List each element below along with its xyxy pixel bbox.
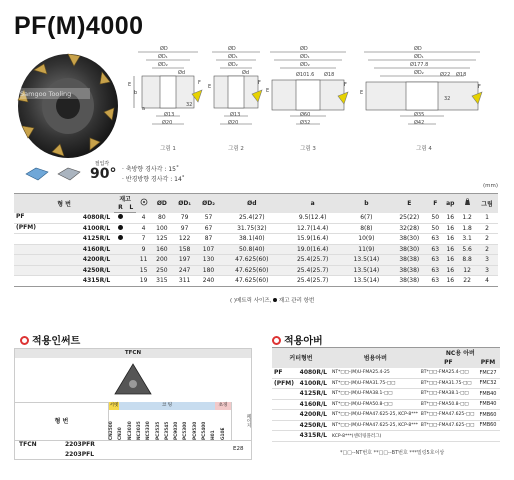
cell-z: 4 (136, 223, 151, 234)
header-d1: ØD₁ (173, 194, 197, 213)
cell-a: 25.4(25.7) (283, 255, 342, 266)
cell-e: 38(38) (391, 276, 429, 287)
cell-dd: 50.8(40) (220, 244, 283, 255)
header-model: 형 번 (14, 194, 114, 213)
cell-e: 38(30) (391, 234, 429, 245)
cell-stock-r (114, 213, 126, 224)
insert-thumb-2 (56, 166, 82, 182)
cell-stock-r (114, 276, 126, 287)
cell-b: 8(8) (342, 223, 390, 234)
grade-label: PC9530 (192, 421, 198, 440)
cell-dd: 47.625(60) (220, 255, 283, 266)
arbor-cell-pfm: FMB60 (476, 420, 500, 431)
cell-stock-r (114, 244, 126, 255)
cell-d: 315 (151, 276, 173, 287)
fig2-label-e: E (208, 84, 212, 90)
stock-dot-icon (273, 298, 277, 302)
page-header: 페이지 (231, 402, 251, 440)
cell-d1: 197 (173, 255, 197, 266)
insert-code-header: TFCN (15, 349, 251, 358)
fig3-label-e: E (266, 88, 270, 94)
arbor-cell-model: 4125R/L (272, 389, 330, 400)
arbor-footnote: *□□--NT번호 **□□--BT번호 ***밀링5호이상 (340, 450, 445, 456)
grade-columns (109, 410, 231, 440)
fig2-label-20: Ø20 (228, 120, 239, 126)
arbor-cell-pf: BT*□□-FMA50.8-□□ (421, 399, 476, 410)
arbor-cell-model: (PFM) 4100R/L (272, 378, 330, 389)
spec-row (14, 255, 498, 266)
cell-d: 80 (151, 213, 173, 224)
insert-model-header: 형 번 (15, 402, 109, 440)
arbor-cell-range: NT*□□-(M)U-FMA25.4-25 (330, 368, 421, 379)
header-fig: 그림 (476, 194, 498, 213)
cell-d: 160 (151, 244, 173, 255)
group-cermet: 서멧 (109, 403, 119, 408)
cell-fig: 1 (476, 213, 498, 224)
grade-label: NC3030 (127, 421, 133, 440)
cell-series: PF (14, 213, 55, 224)
cell-stock-l (127, 265, 136, 276)
cell-d2: 87 (197, 234, 221, 245)
cell-f: 63 (428, 255, 442, 266)
arbor-row (272, 389, 500, 400)
header-d2: ØD₂ (197, 194, 221, 213)
page-title: PF(M)4000 (14, 12, 144, 40)
cell-fig: 4 (476, 276, 498, 287)
cell-stock-l (127, 276, 136, 287)
fig4-label-18: Ø18 (456, 72, 467, 78)
cell-f: 50 (428, 213, 442, 224)
fig1-label-b: b (134, 90, 138, 96)
arbor-cell-model: 4200R/L (272, 410, 330, 421)
fig2-label-13: Ø13 (230, 112, 241, 118)
cell-stock-r (114, 223, 126, 234)
fig4-label-d2: ØD₂ (414, 70, 424, 76)
arbor-cell-model: PF 4080R/L (272, 368, 330, 379)
stock-dot-icon (118, 225, 123, 230)
arbor-cell-pf: BT*□□-FMA31.75-□□ (421, 378, 476, 389)
arbor-header-cutter: 커터형번 (272, 348, 330, 368)
cell-d2: 67 (197, 223, 221, 234)
figure-3-caption: 그림 3 (300, 146, 316, 152)
cell-w: 5.6 (458, 244, 476, 255)
cell-a: 25.4(25.7) (283, 276, 342, 287)
cell-d1: 311 (173, 276, 197, 287)
spec-row (14, 265, 498, 276)
cell-f: 63 (428, 244, 442, 255)
arbor-row (272, 368, 500, 379)
arbor-cell-model: 4160R/L (272, 399, 330, 410)
cell-z: 9 (136, 244, 151, 255)
spec-legend: ( )메트릭 사이즈, 재고 관리 항번 (230, 298, 315, 304)
cell-z: 11 (136, 255, 151, 266)
cell-e: 32(28) (391, 223, 429, 234)
header-ap: ap (442, 194, 458, 213)
cell-b: 13.5(14) (342, 276, 390, 287)
cell-fig: 3 (476, 265, 498, 276)
cell-a: 25.4(25.7) (283, 265, 342, 276)
fig4-label-177: Ø177.8 (410, 62, 429, 68)
cell-a: 15.9(16.4) (283, 234, 342, 245)
weight-icon (458, 194, 476, 213)
cell-a: 9.5(12.4) (283, 213, 342, 224)
arbor-row (272, 420, 500, 431)
cell-w: 1.2 (458, 213, 476, 224)
cell-stock-l (127, 223, 136, 234)
arbor-series: (PFM) (274, 379, 294, 387)
arbor-header-range: 범용아버 (330, 348, 421, 368)
cell-b: 13.5(14) (342, 265, 390, 276)
cell-fig: 2 (476, 234, 498, 245)
arbor-cell-range: NT*□□-(M)U-FMA47.625-25, KCP-8*** (330, 420, 421, 431)
header-b: b (342, 194, 390, 213)
cell-model: 4250R/L (55, 265, 114, 276)
insert-model-1: 2203PFR (65, 441, 95, 448)
arbor-cell-pfm: FMB40 (476, 399, 500, 410)
cell-model: 4125R/L (55, 234, 114, 245)
insert-image (15, 358, 251, 402)
fig2-label-f: F (258, 80, 261, 86)
insert-page: E28 (233, 446, 244, 452)
arbor-header-pf: PF (421, 358, 476, 368)
cell-model: 4160R/L (55, 244, 114, 255)
cell-e: 25(22) (391, 213, 429, 224)
fig4-label-22: Ø22 (440, 72, 451, 78)
cell-d2: 180 (197, 265, 221, 276)
cell-model: 4100R/L (55, 223, 114, 234)
cell-ap: 16 (442, 213, 458, 224)
fig1-label-d1: ØD₁ (158, 54, 168, 60)
cell-e: 38(38) (391, 265, 429, 276)
header-e: E (391, 194, 429, 213)
rake-angle-notes (122, 165, 185, 185)
fig4-label-32: 32 (444, 96, 451, 102)
fig4-label-d: ØD (414, 46, 422, 52)
arbor-row (272, 378, 500, 389)
fig3-label-d2: ØD₂ (300, 62, 310, 68)
arbor-row (272, 410, 500, 421)
cell-ap: 16 (442, 223, 458, 234)
approach-angle-label: 절입각 (94, 161, 110, 167)
cell-w: 8.8 (458, 255, 476, 266)
cell-series (14, 265, 55, 276)
arbor-cell-pf: BT*□□-FMA47.625-□□ (421, 420, 476, 431)
header-stock: 재고 (114, 194, 136, 204)
fig4-label-e: E (360, 90, 364, 96)
cell-d2: 57 (197, 213, 221, 224)
stock-dot-icon (118, 235, 123, 240)
unit-label: (mm) (482, 183, 498, 189)
cell-ap: 16 (442, 244, 458, 255)
arbor-cell-model: 4315R/L (272, 431, 330, 442)
cell-dd: 25.4(27) (220, 213, 283, 224)
cell-stock-r (114, 234, 126, 245)
cell-a: 19.0(16.4) (283, 244, 342, 255)
cell-dd: 31.75(32) (220, 223, 283, 234)
fig1-label-20: Ø20 (162, 120, 173, 126)
cell-d2: 130 (197, 255, 221, 266)
insert-table (14, 348, 252, 460)
cell-z: 19 (136, 276, 151, 287)
figure-1-caption: 그림 1 (160, 146, 176, 152)
header-l: L (127, 204, 136, 213)
cell-ap: 16 (442, 255, 458, 266)
fig1-label-a: a (142, 106, 146, 112)
approach-angle-value: 90° (90, 166, 117, 182)
cell-stock-l (127, 213, 136, 224)
arbor-cell-range: KCP-8***(센터링플러그) (330, 431, 421, 442)
fig2-label-dd: Ød (242, 70, 250, 76)
header-f: F (428, 194, 442, 213)
fig1-label-e: E (128, 82, 132, 88)
spec-row (14, 276, 498, 287)
header-r: R (114, 204, 126, 213)
spec-table (14, 193, 498, 287)
cell-dd: 47.625(60) (220, 276, 283, 287)
cell-d: 125 (151, 234, 173, 245)
group-carbide: 초경 (215, 402, 231, 410)
approach-angle (90, 160, 117, 182)
cell-d: 100 (151, 223, 173, 234)
radial-rake: · 반경방향 경사각 : 14˚ (122, 176, 185, 183)
arbor-cell-pfm: FMB40 (476, 389, 500, 400)
header-dd: Ød (220, 194, 283, 213)
fig3-label-18: Ø18 (324, 72, 335, 78)
cell-d1: 158 (173, 244, 197, 255)
fig1-label-dd: Ød (178, 70, 186, 76)
cell-fig: 2 (476, 223, 498, 234)
fig1-label-13: Ø13 (164, 112, 175, 118)
section-bullet-icon (20, 336, 29, 345)
cell-fig: 2 (476, 244, 498, 255)
cell-b: 11(9) (342, 244, 390, 255)
header-d: ØD (151, 194, 173, 213)
cell-f: 63 (428, 265, 442, 276)
cell-d1: 247 (173, 265, 197, 276)
insert-series: TFCN (19, 441, 37, 448)
cell-series (14, 244, 55, 255)
arbor-cell-pf: BT*□□-FMA47.625-□□ (421, 410, 476, 421)
insert-thumb-1 (24, 166, 50, 182)
spec-row (14, 234, 498, 245)
section-bullet-icon (272, 336, 281, 345)
grade-label: PC9030 (174, 421, 180, 440)
cell-fig: 3 (476, 255, 498, 266)
fig2-label-d2: ØD₂ (228, 62, 238, 68)
cell-ap: 16 (442, 234, 458, 245)
cell-d2: 240 (197, 276, 221, 287)
fig4-label-f: F (478, 84, 481, 90)
cell-series: (PFM) (14, 223, 55, 234)
fig4-label-35: Ø35 (414, 112, 425, 118)
insert-model-2: 2203PFL (65, 451, 95, 458)
cell-a: 12.7(14.4) (283, 223, 342, 234)
cell-stock-r (114, 255, 126, 266)
cell-d: 250 (151, 265, 173, 276)
fig1-label-d: ØD (160, 46, 168, 52)
grade-label: G10E (220, 427, 226, 440)
cell-f: 50 (428, 223, 442, 234)
cell-w: 12 (458, 265, 476, 276)
fig1-label-32: 32 (186, 102, 193, 108)
cell-stock-l (127, 244, 136, 255)
cell-z: 7 (136, 234, 151, 245)
arbor-series: PF (274, 368, 283, 376)
grade-label: PC3535 (155, 421, 161, 440)
group-coating: 코 팅 (119, 402, 215, 410)
cell-model: 4315R/L (55, 276, 114, 287)
spec-row (14, 244, 498, 255)
fig1-label-f: F (198, 80, 201, 86)
fig3-label-101: Ø101.6 (296, 72, 315, 78)
cell-b: 13.5(14) (342, 255, 390, 266)
cell-stock-r (114, 265, 126, 276)
cell-w: 3.1 (458, 234, 476, 245)
cutter-photo (14, 50, 122, 160)
cell-d1: 97 (173, 223, 197, 234)
spec-row (14, 223, 498, 234)
axial-rake: · 축방향 경사각 : 15˚ (122, 166, 179, 173)
arbor-cell-model: 4250R/L (272, 420, 330, 431)
cell-series (14, 255, 55, 266)
cell-w: 1.8 (458, 223, 476, 234)
cell-model: 4200R/L (55, 255, 114, 266)
cell-d: 200 (151, 255, 173, 266)
arbor-cell-pf: BT*□□-FMA38.1-□□ (421, 389, 476, 400)
arbor-cell-range: NT*□□-(M)U-FMA50.8-□□ (330, 399, 421, 410)
grade-label: PC5300 (183, 421, 189, 440)
grade-label: CN30 (118, 427, 124, 440)
fig3-label-32: Ø32 (300, 120, 311, 126)
arbor-row (272, 399, 500, 410)
cell-z: 4 (136, 213, 151, 224)
arbor-cell-pf: BT*□□-FMA25.4-□□ (421, 368, 476, 379)
arbor-section-title: 적용아버 (272, 332, 323, 347)
header-a: a (283, 194, 342, 213)
cell-z: 15 (136, 265, 151, 276)
insert-section-title: 적용인써트 (20, 332, 80, 347)
figure-2-caption: 그림 2 (228, 146, 244, 152)
stock-dot-icon (118, 214, 123, 219)
cell-series (14, 234, 55, 245)
cell-e: 38(38) (391, 255, 429, 266)
grade-label: PC3545 (164, 421, 170, 440)
cell-stock-l (127, 234, 136, 245)
cell-w: 22 (458, 276, 476, 287)
arbor-cell-range: NT*□□-(M)U-FMA47.625-25, KCP-8*** (330, 410, 421, 421)
arbor-cell-pfm: FMB60 (476, 410, 500, 421)
spec-row (14, 213, 498, 224)
cell-ap: 16 (442, 276, 458, 287)
figure-4-caption: 그림 4 (416, 146, 432, 152)
cell-e: 38(30) (391, 244, 429, 255)
fig3-label-60: Ø60 (300, 112, 311, 118)
grade-label: NC3035 (136, 421, 142, 440)
cell-d2: 107 (197, 244, 221, 255)
fig3-label-d: ØD (300, 46, 308, 52)
fig2-label-d: ØD (228, 46, 236, 52)
cell-f: 63 (428, 276, 442, 287)
cell-d1: 122 (173, 234, 197, 245)
arbor-table (272, 347, 500, 442)
grade-label: PC5400 (202, 421, 207, 440)
grade-label: CN2500 (109, 421, 114, 440)
grade-label: NC5330 (146, 421, 152, 440)
cell-b: 6(7) (342, 213, 390, 224)
fig4-label-42: Ø42 (414, 120, 425, 126)
fig1-label-d2: ØD₂ (158, 62, 168, 68)
grade-label: H01 (211, 430, 217, 440)
cell-model: 4080R/L (55, 213, 114, 224)
cell-ap: 16 (442, 265, 458, 276)
fig4-label-d1: ØD₁ (414, 54, 424, 60)
arbor-cell-pfm: FMC27 (476, 368, 500, 379)
fig3-label-d1: ØD₁ (300, 54, 310, 60)
cell-d1: 79 (173, 213, 197, 224)
arbor-cell-pf (421, 431, 476, 442)
cell-b: 10(9) (342, 234, 390, 245)
arbor-cell-pfm: FMC32 (476, 378, 500, 389)
arbor-cell-range: NT*□□-(M)U-FMA38.1-□□ (330, 389, 421, 400)
cell-dd: 38.1(40) (220, 234, 283, 245)
watermark: Samgoo Tooling (20, 90, 72, 98)
cell-series (14, 276, 55, 287)
arbor-cell-pfm (476, 431, 500, 442)
fig3-label-f: F (344, 82, 347, 88)
cell-stock-l (127, 255, 136, 266)
arbor-header-nc: NC용 아버 (421, 348, 500, 358)
cell-f: 63 (428, 234, 442, 245)
fig2-label-d1: ØD₁ (228, 54, 238, 60)
arbor-header-pfm: PFM (476, 358, 500, 368)
arbor-cell-range: NT*□□-(M)U-FMA31.75-□□ (330, 378, 421, 389)
cell-dd: 47.625(60) (220, 265, 283, 276)
arbor-row (272, 431, 500, 442)
teeth-count-icon (136, 194, 151, 213)
